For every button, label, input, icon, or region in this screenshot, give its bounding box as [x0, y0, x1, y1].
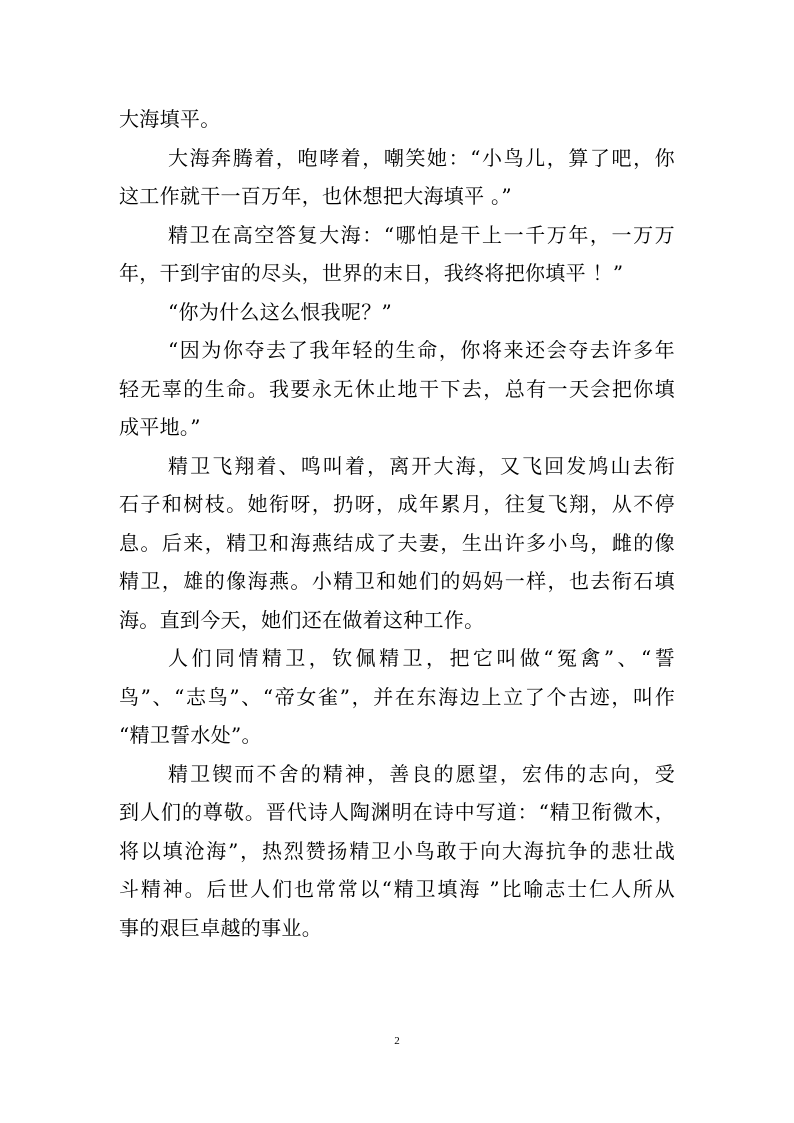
text-line: 海。直到今天，她们还在做着这种工作。 — [119, 607, 485, 632]
text-line: 事的艰巨卓越的事业。 — [119, 915, 322, 940]
text-line: 年，干到宇宙的尽头，世界的末日，我终将把你填平 ！” — [119, 261, 624, 285]
text-line: “因为你夺去了我年轻的生命，你将来还会夺去许多年 — [168, 338, 675, 362]
text-line: 石子和树枝。她衔呀，扔呀，成年累月，往复飞翔，从不停 — [119, 492, 675, 516]
page-number: 2 — [394, 1035, 400, 1047]
text-line: 将以填沧海”，热烈赞扬精卫小鸟敢于向大海抗争的悲壮战 — [119, 838, 675, 863]
text-line: 精卫飞翔着、鸣叫着，离开大海，又飞回发鸠山去衔 — [168, 453, 675, 478]
text-line: “精卫誓水处”。 — [119, 723, 262, 747]
text-line: 精卫锲而不舍的精神，善良的愿望，宏伟的志向，受 — [168, 761, 675, 786]
text-line: 大海填平。 — [119, 107, 221, 131]
text-line: 鸟”、“志鸟”、“帝女雀”，并在东海边上立了个古迹，叫作 — [119, 684, 675, 709]
text-line: 精卫在高空答复大海：“哪怕是干上一千万年，一万万 — [168, 222, 675, 247]
text-line: 息。后来，精卫和海燕结成了夫妻，生出许多小鸟，雌的像 — [119, 530, 675, 555]
body-text — [119, 100, 675, 947]
text-line: 大海奔腾着，咆哮着，嘲笑她：“小鸟儿，算了吧，你 — [168, 145, 675, 170]
text-line: 到人们的尊敬。晋代诗人陶渊明在诗中写道：“精卫衔微木， — [119, 800, 675, 824]
text-line: 人们同情精卫，钦佩精卫，把它叫做“冤禽”、“誓 — [168, 646, 675, 670]
text-line: “你为什么这么恨我呢？” — [168, 299, 393, 324]
text-line: 精卫，雄的像海燕。小精卫和她们的妈妈一样，也去衔石填 — [119, 569, 675, 593]
text-line: 轻无辜的生命。我要永无休止地干下去，总有一天会把你填 — [119, 376, 675, 401]
text-line: 斗精神。后世人们也常常以“精卫填海 ”比喻志士仁人所从 — [119, 877, 675, 901]
text-line: 这工作就干一百万年，也休想把大海填平 。” — [119, 184, 512, 208]
text-line: 成平地。” — [119, 415, 201, 439]
